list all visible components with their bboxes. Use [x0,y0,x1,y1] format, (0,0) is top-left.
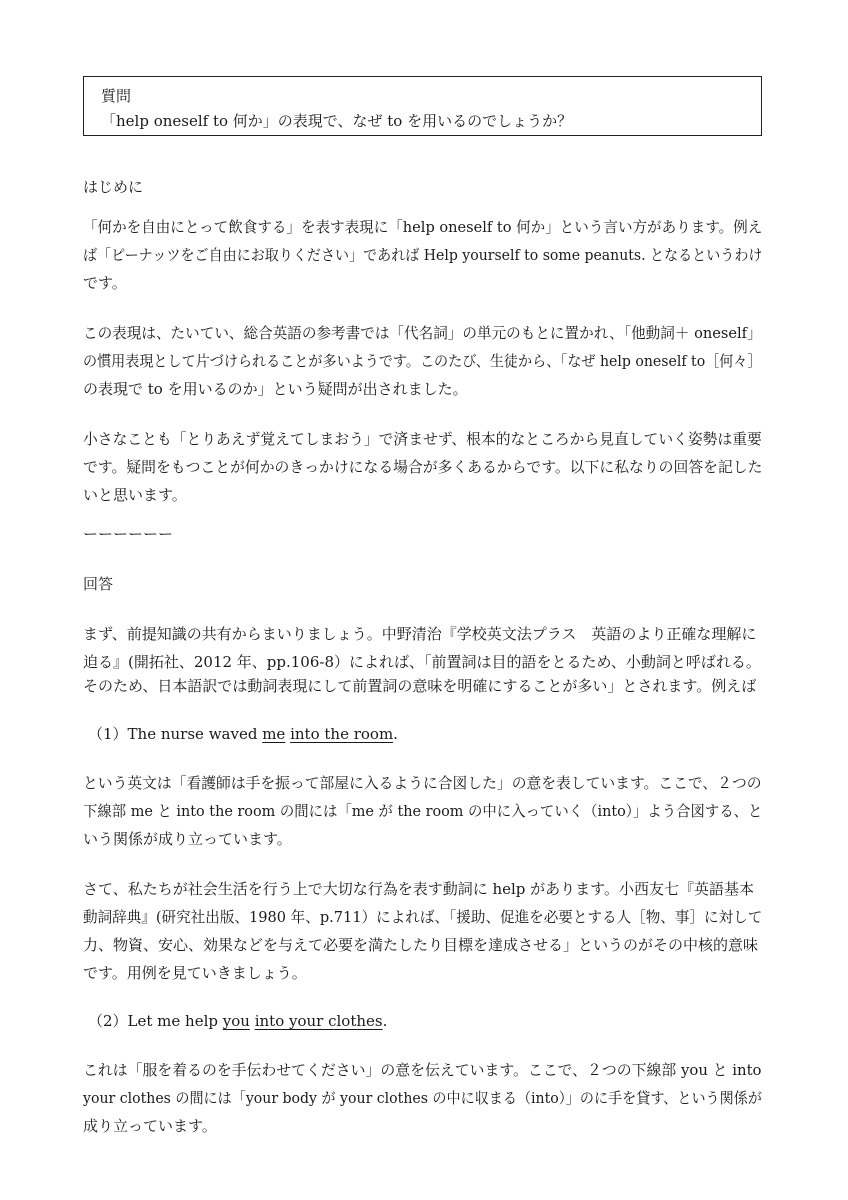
example-text: . [393,725,398,743]
paragraph-line: これは「服を着るのを手伝わせてください」の意を伝えています。ここで、２つの下線部 you と into [83,1061,762,1079]
paragraph-line: という英文は「看護師は手を振って部屋に入るように合図した」の意を表しています。ここで、２つの [83,774,762,792]
paragraph-line: いう関係が成り立っています。 [83,830,292,848]
paragraph-line: your clothes の間には「your body が your clothes の中に収まる（into）」のに手を貸す、という関係が [83,1089,762,1107]
paragraph-line: まず、前提知識の共有からまいりましょう。中野清治『学校英文法プラス 英語のより正確な理解に [83,625,757,643]
intro-heading: はじめに [83,178,144,196]
paragraph-line: そのため、日本語訳では動詞表現にして前置詞の意味を明確にすることが多い」とされます。例えば [83,677,757,695]
paragraph-line: です。用例を見ていきましょう。 [83,964,307,982]
example-text: Let me help [127,1012,223,1030]
paragraph-line: 下線部 me と into the room の間には「me が the room の中に入っていく（into）」よう合図する、と [83,802,763,820]
answer-heading: 回答 [83,575,114,593]
question-text: 「help oneself to 何か」の表現で、なぜ to を用いるのでしょうか？ [101,112,573,130]
paragraph-line: いと思います。 [83,486,187,504]
paragraph-line: の慣用表現として片づけられることが多いようです。このたび、生徒から、「なぜ help oneself to［何々］ [83,352,762,370]
paragraph-line: 小さなことも「とりあえず覚えてしまおう」で済ませず、根本的なところから見直していく姿勢は重要 [83,430,762,448]
paragraph-line: さて、私たちが社会生活を行う上で大切な行為を表す動詞に help があります。小西友七『英語基本 [83,880,754,898]
paragraph-line: の表現で to を用いるのか」という疑問が出されました。 [83,380,468,398]
underlined-phrase: me [262,725,286,743]
paragraph-line: です。 [83,274,127,292]
example-text: The nurse waved [127,725,263,743]
paragraph-line: 成り立っています。 [83,1117,217,1135]
example-sentence-1 [88,724,398,744]
underlined-phrase: you [222,1012,250,1030]
example-number: （1） [88,725,128,743]
paragraph-line: 迫る』(開拓社、2012 年、pp.106-8）によれば、「前置詞は目的語をとるため、小動詞と呼ばれる。 [83,653,761,671]
paragraph-line: 「何かを自由にとって飲食する」を表す表現に「help oneself to 何か」という言い方があります。例え [83,218,763,236]
paragraph-line: 力、物資、安心、効果などを与えて必要を満たしたり目標を達成させる」というのがその中核的意味 [83,936,759,954]
example-number: （2） [88,1012,128,1030]
paragraph-line: 動詞辞典』(研究社出版、1980 年、p.711）によれば、「援助、促進を必要とする人［物、事］に対して [83,908,763,926]
section-divider: ーーーーーー [83,525,174,543]
question-box [83,76,762,136]
paragraph-line: ば「ピーナッツをご自由にお取りください」であれば Help yourself to some peanuts. となるというわけ [83,246,763,264]
example-sentence-2 [88,1011,387,1031]
paragraph-line: この表現は、たいてい、総合英語の参考書では「代名詞」の単元のもとに置かれ、「他動詞＋ oneself」 [83,324,762,342]
paragraph-line: です。疑問をもつことが何かのきっかけになる場合が多くあるからです。以下に私なりの回答を記した [83,458,763,476]
underlined-phrase: into the room [290,725,394,743]
underlined-phrase: into your clothes [254,1012,383,1030]
example-text: . [382,1012,388,1030]
question-label: 質問 [101,87,132,105]
